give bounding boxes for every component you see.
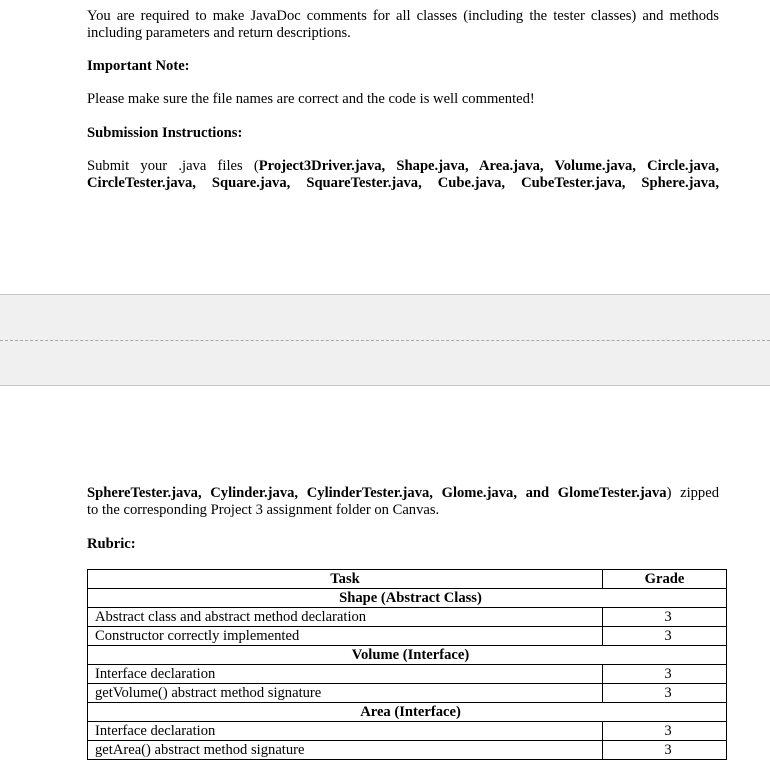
document-page-1 — [0, 0, 770, 294]
submit-files-line-1 — [87, 158, 719, 175]
grade-cell: 3 — [603, 627, 727, 646]
section-title-shape: Shape (Abstract Class) — [88, 589, 727, 608]
rubric-header-row — [88, 570, 727, 589]
grade-cell: 3 — [603, 608, 727, 627]
header-task: Task — [88, 570, 603, 589]
destination-line: to the corresponding Project 3 assignment folder on Canvas. — [87, 502, 440, 518]
task-cell: Constructor correctly implemented — [88, 627, 603, 646]
intro-paragraph-line-1: You are required to make JavaDoc comments for all classes (including the tester classes) and methods — [87, 8, 719, 24]
submit-files-list-1: Project3Driver.java, Shape.java, Area.java, Volume.java, Circle.java, — [258, 158, 719, 174]
important-note-heading: Important Note: — [87, 58, 190, 74]
table-row — [88, 608, 727, 627]
task-cell: Interface declaration — [88, 665, 603, 684]
submit-files-line-2 — [87, 175, 719, 192]
grade-cell: 3 — [603, 665, 727, 684]
submit-files-list-3: SphereTester.java, Cylinder.java, CylinderTester.java, Glome.java, and GlomeTester.java — [87, 485, 667, 501]
task-cell: Abstract class and abstract method declaration — [88, 608, 603, 627]
important-note-text: Please make sure the file names are correct and the code is well commented! — [87, 91, 535, 107]
zipped-suffix: ) zipped — [666, 485, 719, 501]
submit-files-list-2: CircleTester.java, Square.java, SquareTester.java, Cube.java, CubeTester.java, Sphere.java, — [87, 175, 719, 191]
submit-files-line-3 — [87, 485, 719, 502]
table-row — [88, 665, 727, 684]
intro-paragraph-line-2: including parameters and return descriptions. — [87, 25, 351, 41]
rubric-heading: Rubric: — [87, 536, 136, 552]
task-cell: Interface declaration — [88, 722, 603, 741]
grade-cell: 3 — [603, 741, 727, 760]
task-cell: getArea() abstract method signature — [88, 741, 603, 760]
submit-prefix: Submit your .java files ( — [87, 158, 259, 174]
page-break-divider — [0, 340, 770, 341]
submission-instructions-heading: Submission Instructions: — [87, 125, 243, 141]
document-page-2 — [0, 386, 770, 763]
section-title-volume: Volume (Interface) — [88, 646, 727, 665]
page-gap — [0, 294, 770, 386]
section-row — [88, 646, 727, 665]
grade-cell: 3 — [603, 722, 727, 741]
table-row — [88, 627, 727, 646]
rubric-table — [87, 569, 727, 760]
grade-cell: 3 — [603, 684, 727, 703]
table-row — [88, 722, 727, 741]
header-grade: Grade — [603, 570, 727, 589]
table-row — [88, 684, 727, 703]
section-row — [88, 589, 727, 608]
task-cell: getVolume() abstract method signature — [88, 684, 603, 703]
section-row — [88, 703, 727, 722]
table-row — [88, 741, 727, 760]
section-title-area: Area (Interface) — [88, 703, 727, 722]
